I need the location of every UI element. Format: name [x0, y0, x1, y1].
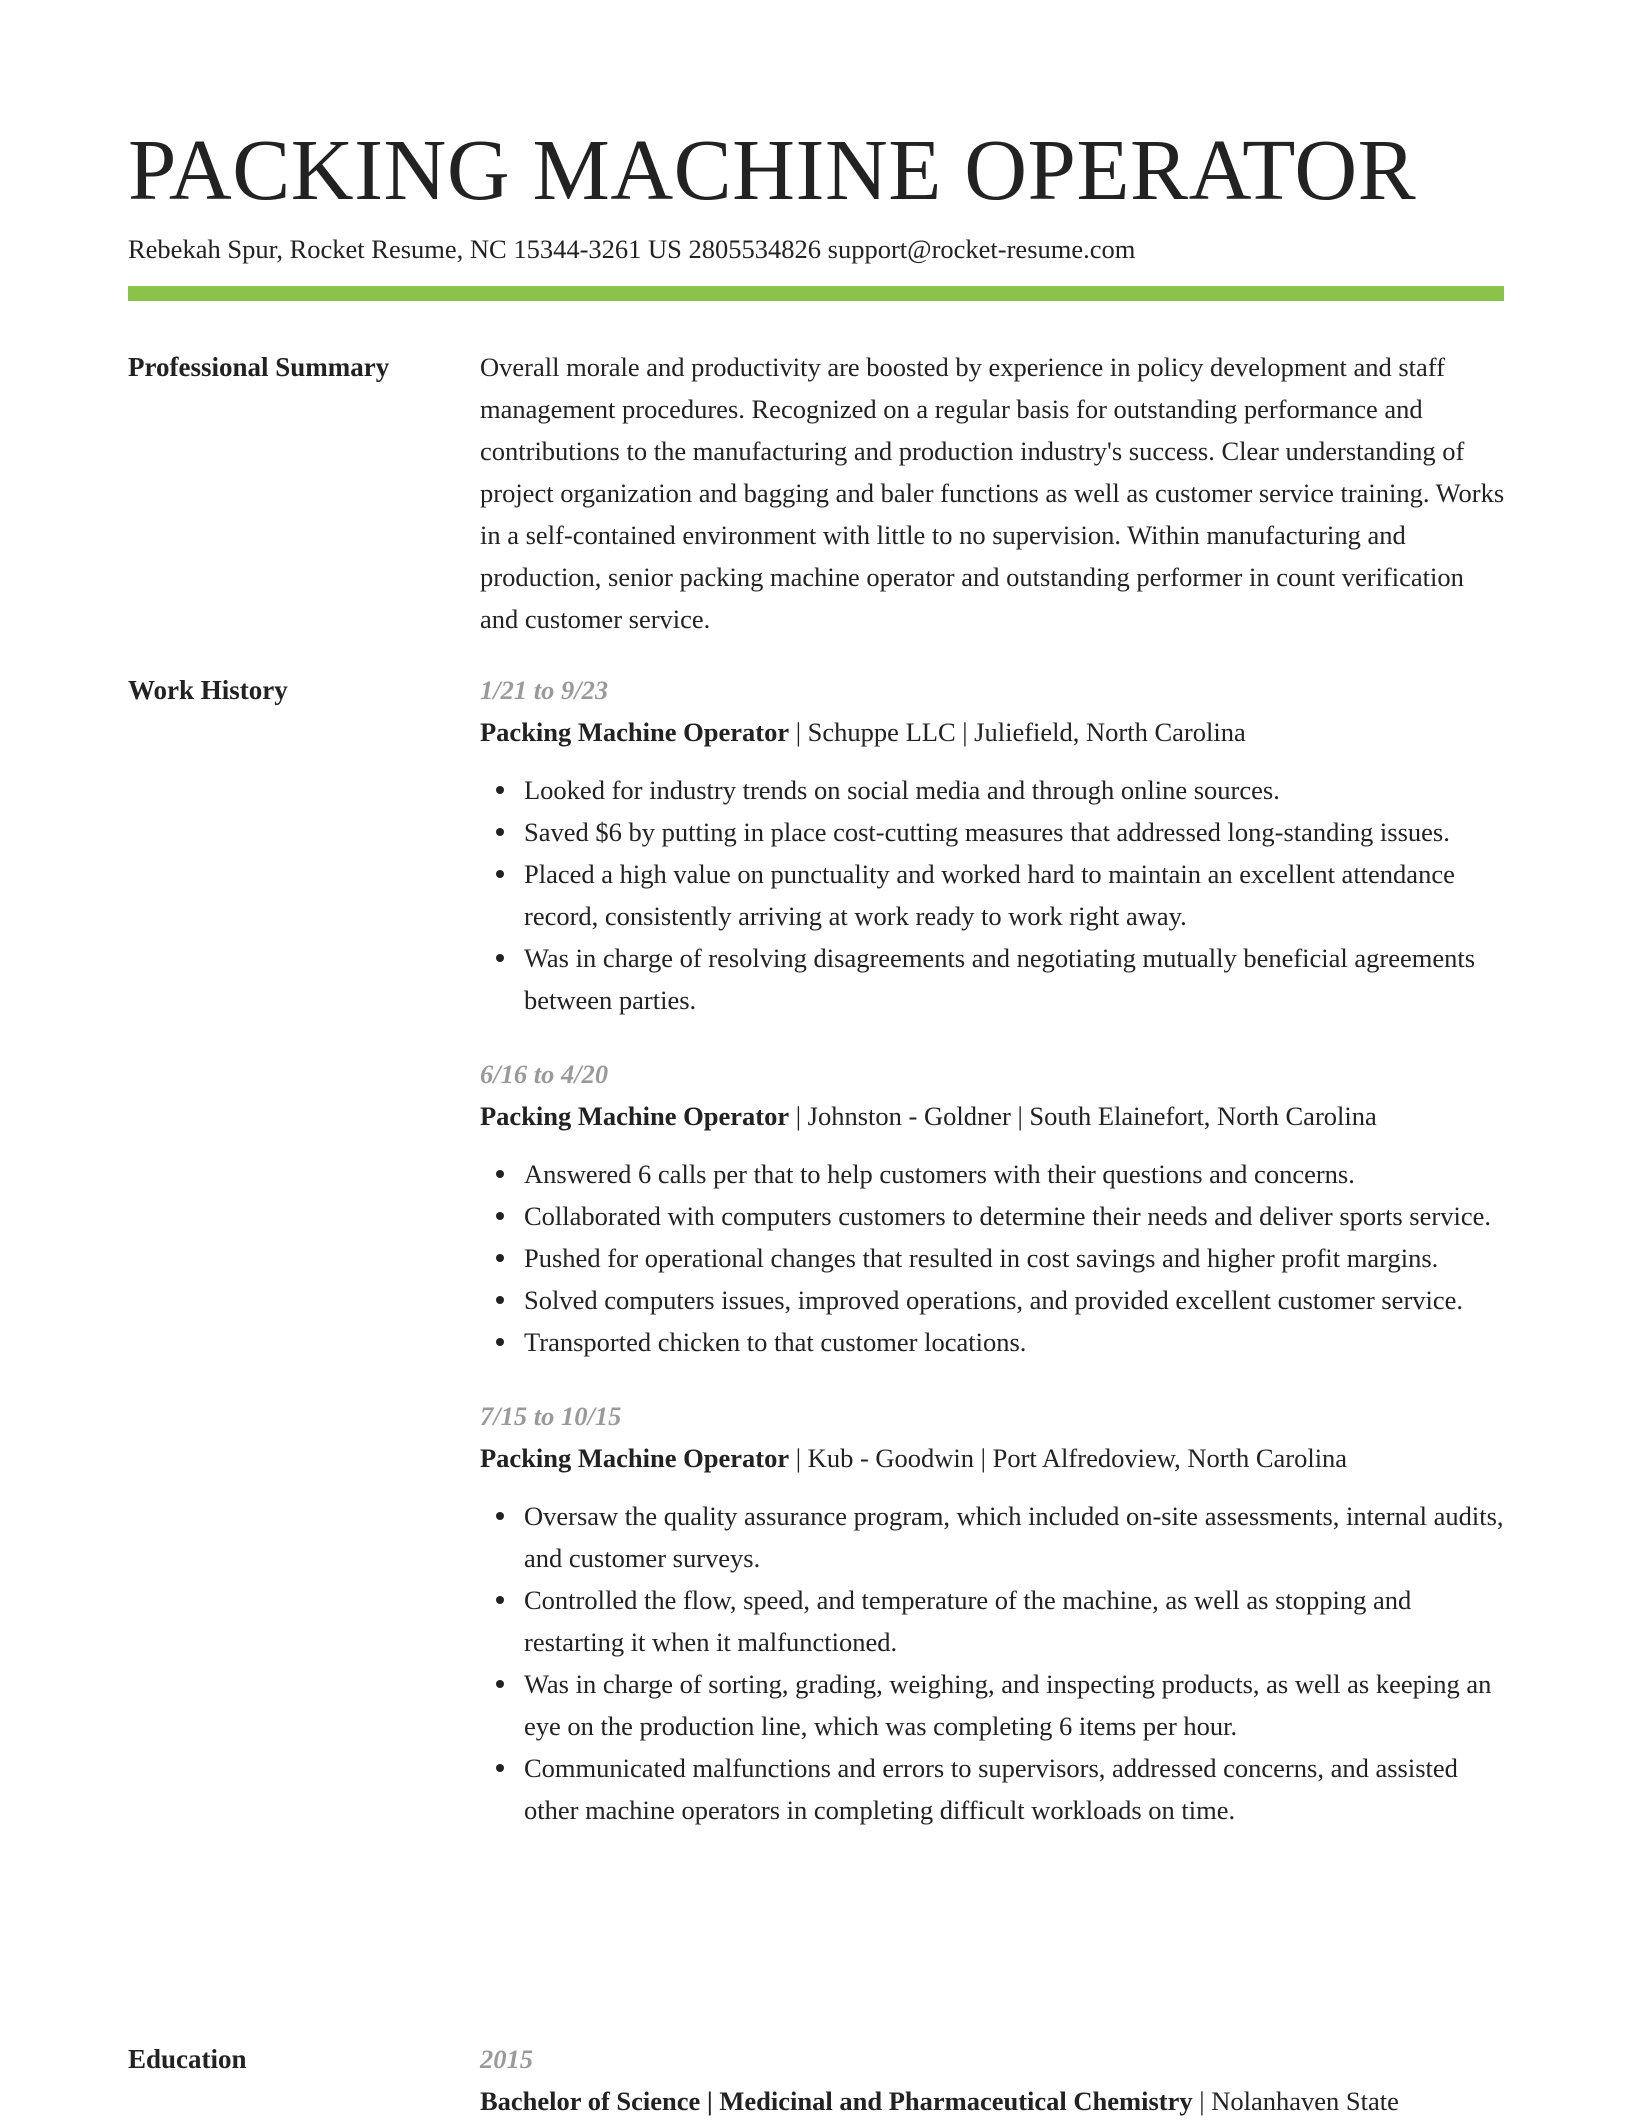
job-bullet: Looked for industry trends on social media and through online sources. [524, 769, 1508, 811]
job-title-line [480, 1437, 1508, 1479]
job-title-line [480, 1095, 1508, 1137]
job-role: Packing Machine Operator [480, 1443, 790, 1473]
job-bullets [480, 1495, 1508, 1831]
resume-title: PACKING MACHINE OPERATOR [128, 121, 1417, 218]
job-bullet: Transported chicken to that customer locations. [524, 1321, 1508, 1363]
summary-heading: Professional Summary [128, 352, 390, 382]
job-entry [480, 669, 1508, 1021]
education-body [480, 2038, 1508, 2122]
job-bullets [480, 769, 1508, 1021]
job-dates: 6/16 to 4/20 [480, 1059, 609, 1089]
contact-email: support@rocket-resume.com [827, 234, 1136, 264]
job-bullet: Oversaw the quality assurance program, which included on-site assessments, internal audits, and customer surveys. [524, 1495, 1508, 1579]
job-bullet: Was in charge of sorting, grading, weighing, and inspecting products, as well as keeping an eye on the production line, which was completing 6 items per hour. [524, 1663, 1508, 1747]
education-degree: Bachelor of Science | Medicinal and Pharmaceutical Chemistry [480, 2086, 1193, 2116]
job-bullet: Collaborated with computers customers to determine their needs and deliver sports service. [524, 1195, 1508, 1237]
job-dates: 7/15 to 10/15 [480, 1401, 622, 1431]
job-dates: 1/21 to 9/23 [480, 675, 609, 705]
education-year: 2015 [480, 2044, 533, 2074]
job-entry [480, 1053, 1508, 1363]
education-school: | Nolanhaven State [1192, 2086, 1399, 2116]
contact-phone: 2805534826 [688, 234, 822, 264]
work-history-heading: Work History [128, 675, 288, 705]
job-bullet: Placed a high value on punctuality and worked hard to maintain an excellent attendance record, consistently arriving at work ready to work right away. [524, 853, 1508, 937]
contact-name: Rebekah Spur, [128, 234, 283, 264]
job-role: Packing Machine Operator [480, 717, 790, 747]
contact-address: NC 15344-3261 US [469, 234, 682, 264]
job-bullet: Controlled the flow, speed, and temperature of the machine, as well as stopping and restarting it when it malfunctioned. [524, 1579, 1508, 1663]
job-role: Packing Machine Operator [480, 1101, 790, 1131]
education-line [480, 2080, 1508, 2122]
job-bullet: Solved computers issues, improved operations, and provided excellent customer service. [524, 1279, 1508, 1321]
header-divider [128, 286, 1504, 301]
summary-body [480, 346, 1508, 640]
job-bullet: Saved $6 by putting in place cost-cutting measures that addressed long-standing issues. [524, 811, 1508, 853]
contact-company: Rocket Resume, [289, 234, 464, 264]
job-bullet: Communicated malfunctions and errors to supervisors, addressed concerns, and assisted other machine operators in completing difficult workloads on time. [524, 1747, 1508, 1831]
job-entry [480, 1395, 1508, 1831]
education-heading: Education [128, 2044, 247, 2074]
job-bullet: Pushed for operational changes that resulted in cost savings and higher profit margins. [524, 1237, 1508, 1279]
job-details: | Johnston - Goldner | South Elainefort, North Carolina [789, 1101, 1377, 1131]
job-bullets [480, 1153, 1508, 1363]
work-history-body [480, 669, 1508, 1863]
contact-line [128, 231, 1135, 267]
job-details: | Kub - Goodwin | Port Alfredoview, North Carolina [789, 1443, 1348, 1473]
job-bullet: Answered 6 calls per that to help customers with their questions and concerns. [524, 1153, 1508, 1195]
job-bullet: Was in charge of resolving disagreements and negotiating mutually beneficial agreements between parties. [524, 937, 1508, 1021]
summary-text: Overall morale and productivity are boosted by experience in policy development and staff management procedures. Recognized on a regular basis for outstanding performance and contributions to the manufacturing and production industry's success. Clear understanding of project organization and bagging and baler functions as well as customer service training. Works in a self-contained environment with little to no supervision. Within manufacturing and production, senior packing machine operator and outstanding performer in count verification and customer service. [480, 352, 1505, 634]
job-title-line [480, 711, 1508, 753]
job-details: | Schuppe LLC | Juliefield, North Carolina [789, 717, 1246, 747]
